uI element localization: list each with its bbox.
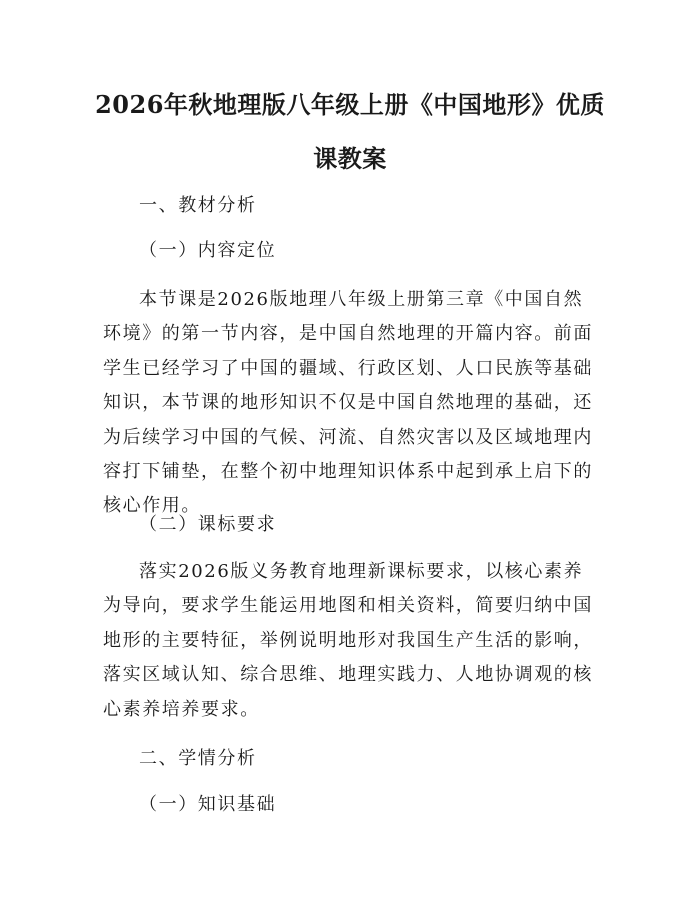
section-heading-learner-analysis: 二、学情分析 bbox=[139, 748, 257, 769]
subsection-heading-knowledge-foundation: （一）知识基础 bbox=[139, 794, 277, 815]
paragraph-content-positioning: 本节课是2026版地理八年级上册第三章《中国自然环境》的第一节内容，是中国自然地理的开篇内容。前面学生已经学习了中国的疆域、行政区划、人口民族等基础知识，本节课的地形知识不仅是中国自然地理的基础，还为后续学习中国的气候、河流、自然灾害以及区域地理内容打下铺垫，在整个初中地理知识体系中起到承上启下的核心作用。 bbox=[103, 289, 593, 517]
document-title: 2026年秋地理版八年级上册《中国地形》优质课教案 bbox=[95, 90, 605, 173]
paragraph-curriculum-requirements: 落实2026版义务教育地理新课标要求，以核心素养为导向，要求学生能运用地图和相关资料，简要归纳中国地形的主要特征，举例说明地形对我国生产生活的影响，落实区域认知、综合思维、地理实践力、人地协调观的核心素养培养要求。 bbox=[103, 561, 593, 720]
subsection-heading-curriculum-requirements: （二）课标要求 bbox=[139, 514, 277, 535]
section-heading-textbook-analysis: 一、教材分析 bbox=[139, 195, 257, 216]
subsection-heading-content-positioning: （一）内容定位 bbox=[139, 240, 277, 261]
